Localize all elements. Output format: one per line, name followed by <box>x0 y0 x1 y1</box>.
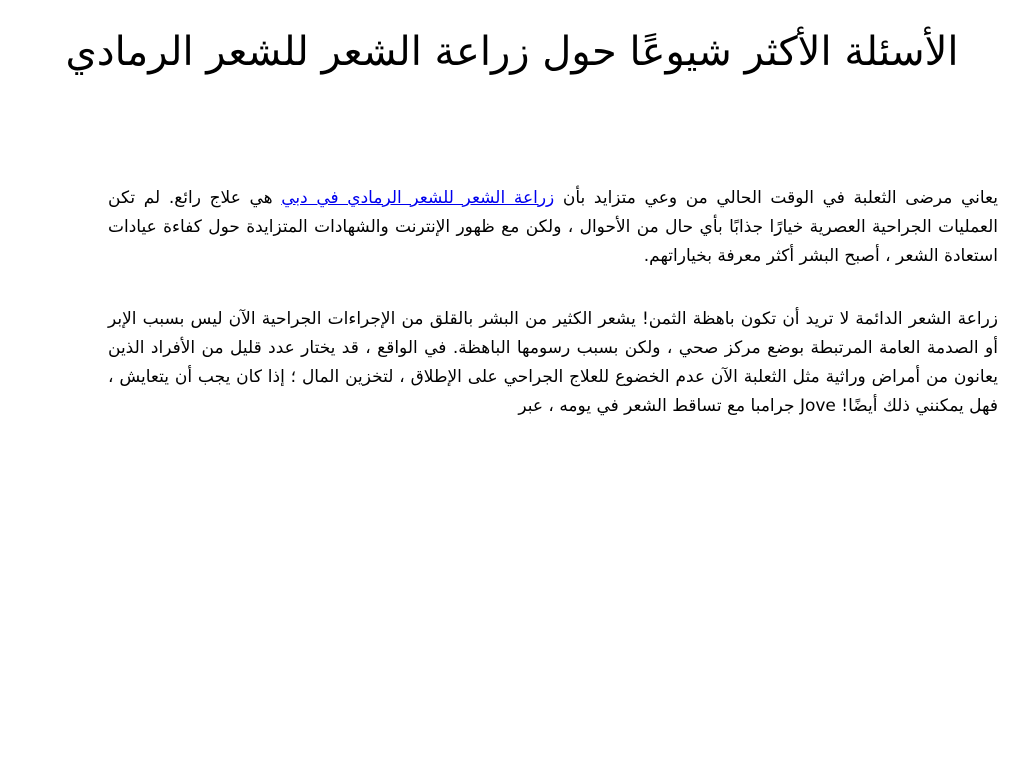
paragraph-intro-lead: يعاني مرضى الثعلبة في الوقت الحالي من وعي متزايد بأن <box>554 188 998 208</box>
paragraph-cost: زراعة الشعر الدائمة لا تريد أن تكون باهظة الثمن! يشعر الكثير من البشر بالقلق من الإجراءات الجراحية الآن ليس بسبب الإبر أو الصدمة العامة المرتبطة بوضع مركز صحي ، ولكن بسبب رسومها الباهظة. في الواقع ، قد يختار عدد قليل من الأفراد الذين يعانون من أمراض وراثية مثل الثعلبة الآن عدم الخضوع للعلاج الجراحي على الإطلاق ، لتخزين المال ؛ إذا كان يجب أن يتعايش ، فهل يمكنني ذلك أيضًا! Jove جرامبا مع تساقط الشعر في يومه ، عبر <box>108 309 998 416</box>
page-title: الأسئلة الأكثر شيوعًا حول زراعة الشعر للشعر الرمادي <box>65 29 959 75</box>
paragraph-intro <box>108 184 998 271</box>
slide-body <box>108 184 998 455</box>
hair-transplant-dubai-link[interactable]: زراعة الشعر للشعر الرمادي في دبي <box>281 188 555 208</box>
paragraph-intro-rest: هي علاج رائع. لم تكن العمليات الجراحية العصرية خيارًا جذابًا بأي حال من الأحوال ، ولكن مع ظهور الإنترنت والشهادات المتزايدة حول كفاءة عيادات استعادة الشعر ، أصبح البشر أكثر معرفة بخياراتهم. <box>108 188 998 266</box>
